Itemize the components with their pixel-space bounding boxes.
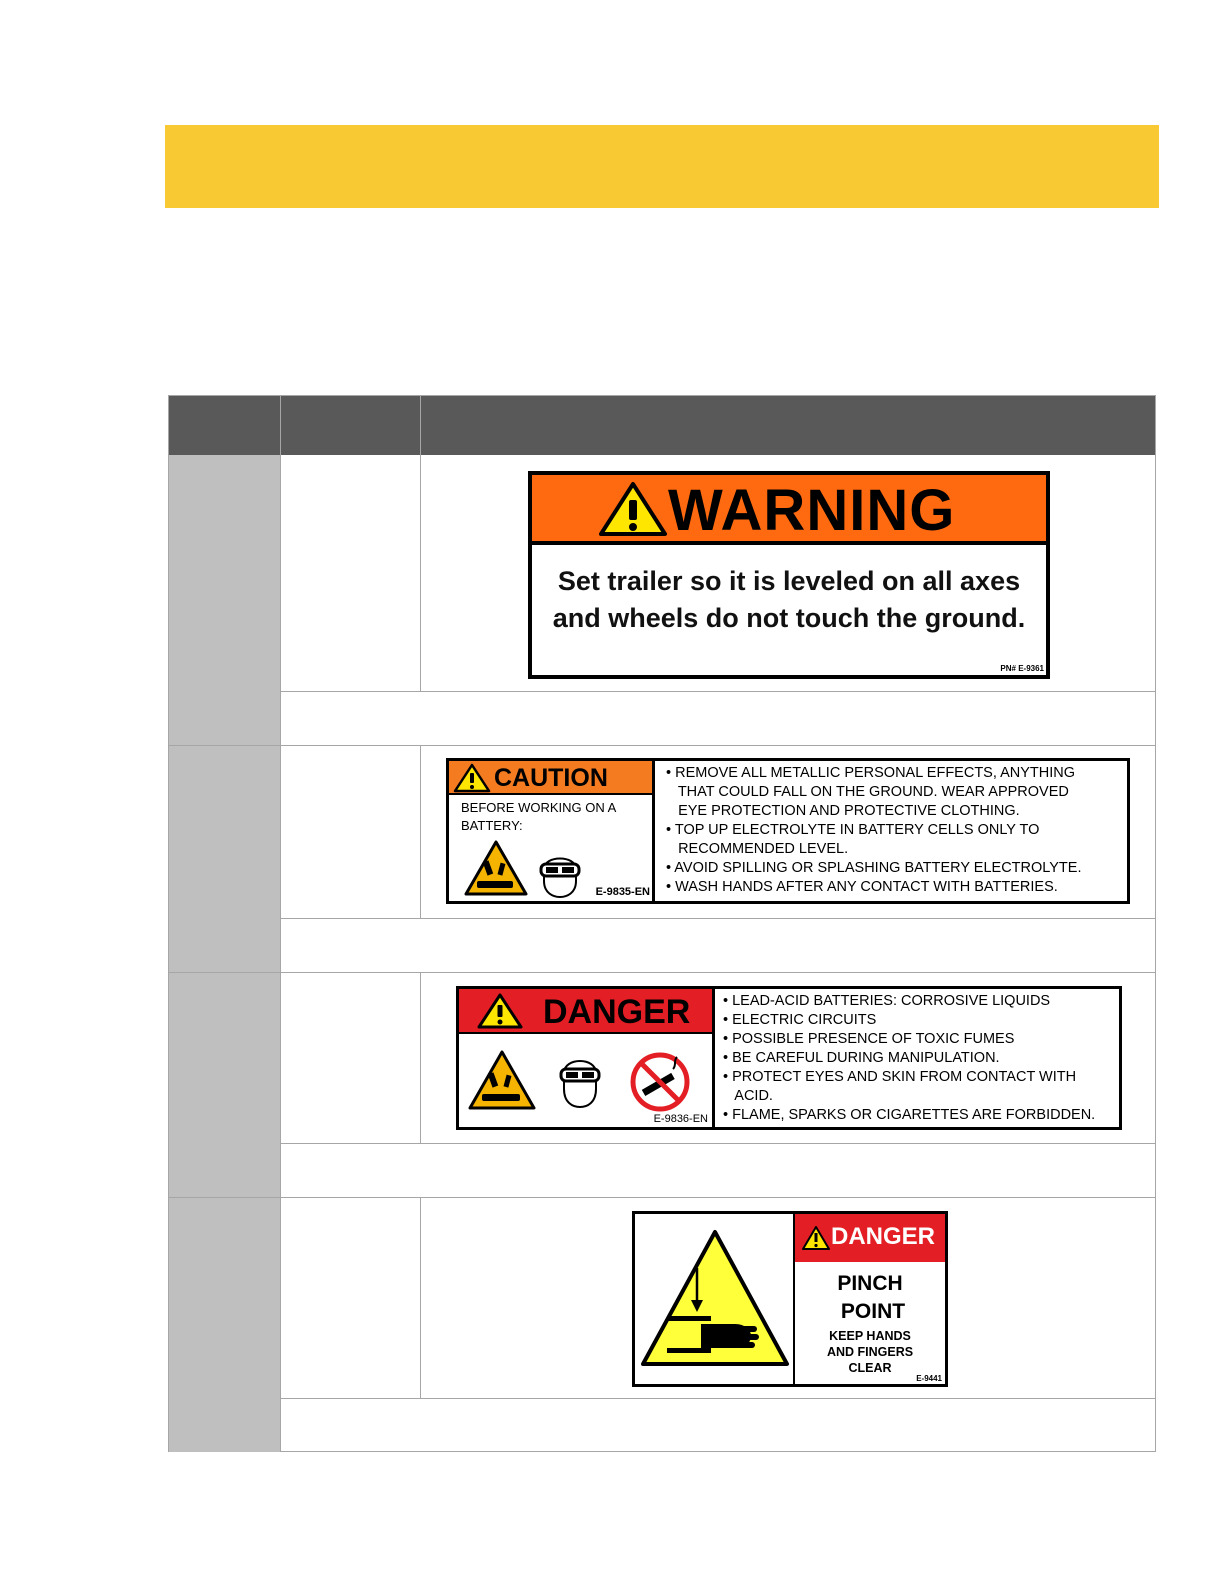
danger-decal-header [459, 989, 712, 1034]
pinch-point-title-line: PINCH [837, 1272, 903, 1295]
no-smoking-icon [629, 1051, 691, 1113]
row-description-cell [281, 455, 421, 691]
list-item: RECOMMENDED LEVEL. [666, 841, 849, 857]
list-item: • WASH HANDS AFTER ANY CONTACT WITH BATTERIES. [666, 879, 1058, 895]
part-number: PN# E-9361 [1000, 664, 1044, 673]
danger-decal [456, 986, 1122, 1130]
danger-decal-list [723, 992, 1115, 1125]
row-description-cell [281, 1197, 421, 1399]
table-header-cell-decal [421, 396, 1155, 455]
list-item: • FLAME, SPARKS OR CIGARETTES ARE FORBIDDEN. [723, 1107, 1096, 1123]
table-header-cell-description [281, 396, 421, 455]
corrosive-icon [467, 1049, 537, 1111]
list-item: • POSSIBLE PRESENCE OF TOXIC FUMES [723, 1031, 1015, 1047]
danger-decal-left-panel [459, 989, 715, 1127]
row-number-cell [169, 455, 281, 745]
pinch-point-right-panel [793, 1214, 945, 1384]
section-header-banner [165, 125, 1159, 208]
list-item: EYE PROTECTION AND PROTECTIVE CLOTHING. [666, 803, 1020, 819]
warning-decal-line: and wheels do not touch the ground. [552, 603, 1026, 633]
list-item: • BE CAREFUL DURING MANIPULATION. [723, 1050, 1000, 1066]
table-header-cell-number [169, 396, 281, 455]
pinch-point-instruction [795, 1328, 945, 1376]
caution-decal-list [666, 764, 1123, 897]
row-number-cell [169, 972, 281, 1197]
warning-decal-line: Set trailer so it is leveled on all axes [557, 566, 1021, 596]
pinch-point-instruction-line: KEEP HANDS [829, 1329, 911, 1343]
caution-decal-left-panel [449, 761, 655, 901]
list-item: • TOP UP ELECTROLYTE IN BATTERY CELLS ONLY TO [666, 822, 1040, 838]
list-item: • LEAD-ACID BATTERIES: CORROSIVE LIQUIDS [723, 993, 1051, 1009]
part-number: E-9835-EN [595, 886, 650, 898]
pinch-hand-icon [639, 1228, 791, 1368]
list-item: • ELECTRIC CIRCUITS [723, 1012, 877, 1028]
list-item: • AVOID SPILLING OR SPLASHING BATTERY ELECTROLYTE. [666, 860, 1082, 876]
warning-decal-header [532, 475, 1046, 545]
warning-decal-title: WARNING [668, 478, 956, 543]
decal-table [168, 395, 1156, 1452]
pinch-point-instruction-line: CLEAR [848, 1361, 892, 1375]
row-divider [169, 745, 1155, 746]
row-description-cell [281, 745, 421, 919]
caution-decal-intro: BEFORE WORKING ON A BATTERY: [461, 800, 616, 833]
caution-decal-header [449, 761, 652, 795]
warning-triangle-icon [477, 993, 523, 1029]
list-item: THAT COULD FALL ON THE GROUND. WEAR APPROVED [666, 784, 1069, 800]
pinch-point-instruction-line: AND FINGERS [826, 1345, 914, 1359]
row-description-cell [281, 972, 421, 1144]
warning-decal-message [532, 563, 1046, 637]
list-item: • PROTECT EYES AND SKIN FROM CONTACT WITH [723, 1069, 1077, 1085]
warning-triangle-icon [453, 763, 491, 793]
warning-decal [528, 471, 1050, 679]
row-number-cell [169, 1197, 281, 1452]
pinch-point-title-line: POINT [840, 1300, 906, 1323]
row-number-cell [169, 745, 281, 972]
warning-triangle-icon [801, 1225, 831, 1251]
pinch-point-header-title: DANGER [831, 1223, 936, 1250]
caution-decal-title: CAUTION [494, 764, 608, 792]
row-divider [169, 1197, 1155, 1198]
row-notes-cell [281, 918, 1155, 973]
danger-decal-title: DANGER [543, 993, 691, 1031]
list-item: • REMOVE ALL METALLIC PERSONAL EFFECTS, ANYTHING [666, 765, 1076, 781]
safety-goggles-icon [537, 847, 583, 899]
pinch-point-title [795, 1270, 945, 1326]
safety-goggles-icon [557, 1051, 603, 1109]
pinch-point-header [795, 1214, 945, 1262]
part-number: E-9441 [916, 1374, 942, 1383]
caution-decal [446, 758, 1130, 904]
corrosive-icon [463, 839, 529, 897]
row-notes-cell [281, 1143, 1155, 1198]
list-item: ACID. [723, 1088, 773, 1104]
pinch-point-decal [632, 1211, 948, 1387]
row-divider [169, 972, 1155, 973]
warning-triangle-icon [598, 481, 668, 537]
row-notes-cell [281, 1398, 1155, 1452]
part-number: E-9836-EN [653, 1113, 708, 1125]
row-notes-cell [281, 691, 1155, 746]
